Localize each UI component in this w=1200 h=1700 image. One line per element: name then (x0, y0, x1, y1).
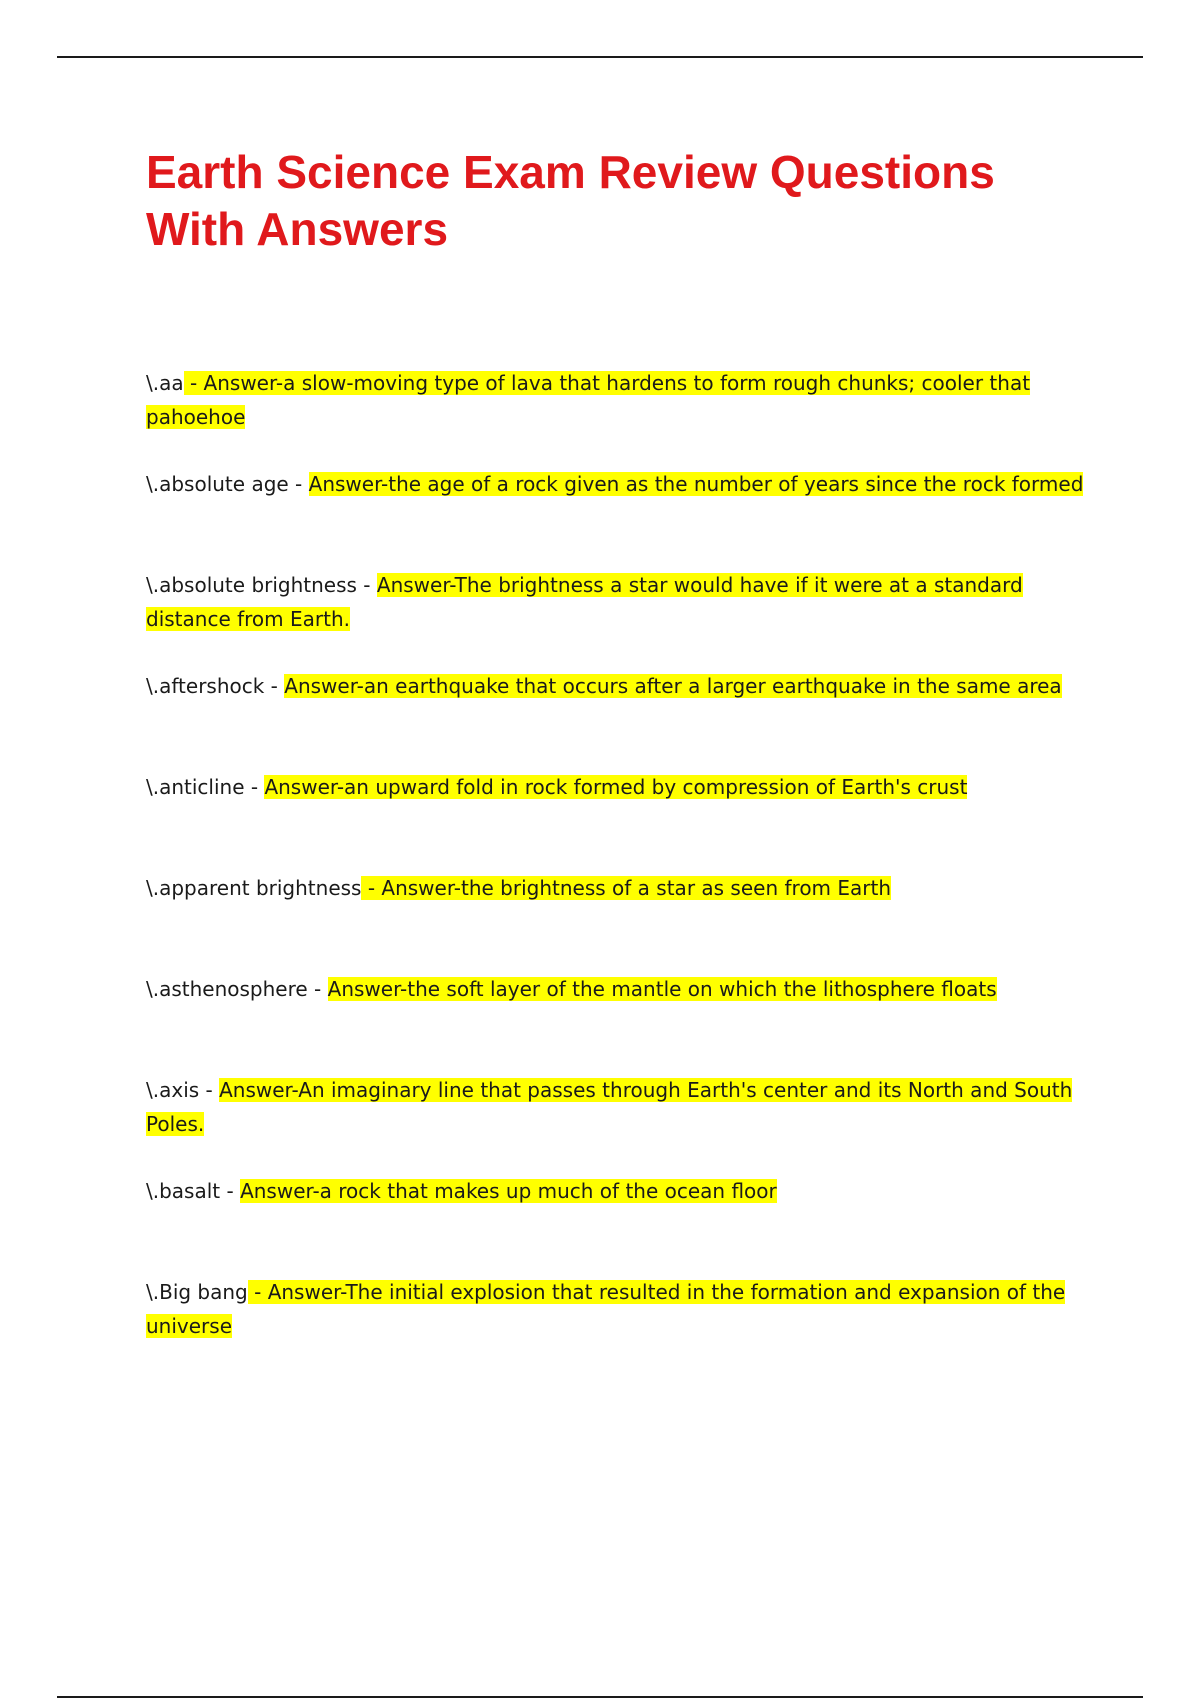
answer: Answer-an earthquake that occurs after a larger earthquake in the same area (284, 674, 1062, 698)
term: \.basalt (146, 1179, 221, 1203)
bottom-rule (57, 1696, 1143, 1698)
separator: - (220, 1179, 241, 1203)
qa-item (146, 871, 1091, 905)
answer: Answer-a slow-moving type of lava that hardens to form rough chunks; cooler that pahoehoe (146, 371, 1031, 429)
answer: Answer-An imaginary line that passes through Earth's center and its North and South Poles. (146, 1078, 1073, 1136)
answer: Answer-The initial explosion that resulted in the formation and expansion of the universe (146, 1280, 1066, 1338)
term: \.absolute brightness (146, 573, 357, 597)
separator: - (264, 674, 285, 698)
qa-item (146, 770, 1091, 804)
separator: - (288, 472, 309, 496)
term: \.Big bang (146, 1280, 248, 1304)
term: \.aa (146, 371, 184, 395)
qa-item (146, 1174, 1091, 1208)
document-title: Earth Science Exam Review Questions With Answers (146, 146, 995, 255)
separator: - (247, 1280, 268, 1304)
answer: Answer-an upward fold in rock formed by compression of Earth's crust (264, 775, 968, 799)
answer: Answer-the soft layer of the mantle on which the lithosphere floats (327, 977, 997, 1001)
separator: - (361, 876, 382, 900)
qa-item (146, 366, 1091, 434)
qa-item (146, 972, 1091, 1006)
term: \.asthenosphere (146, 977, 308, 1001)
term: \.aftershock (146, 674, 265, 698)
top-rule (57, 56, 1143, 58)
separator: - (356, 573, 377, 597)
qa-item (146, 669, 1091, 703)
qa-list (146, 366, 1091, 1376)
qa-item (146, 467, 1091, 501)
answer: Answer-a rock that makes up much of the ocean floor (240, 1179, 777, 1203)
qa-item (146, 1073, 1091, 1141)
qa-item (146, 568, 1091, 636)
separator: - (307, 977, 328, 1001)
answer: Answer-the brightness of a star as seen from Earth (381, 876, 892, 900)
separator: - (244, 775, 265, 799)
answer: Answer-The brightness a star would have if it were at a standard distance from Earth. (146, 573, 1023, 631)
term: \.absolute age (146, 472, 289, 496)
term: \.axis (146, 1078, 200, 1102)
answer: Answer-the age of a rock given as the number of years since the rock formed (308, 472, 1084, 496)
term: \.anticline (146, 775, 245, 799)
qa-item (146, 1275, 1091, 1343)
separator: - (199, 1078, 220, 1102)
term: \.apparent brightness (146, 876, 362, 900)
separator: - (183, 371, 204, 395)
